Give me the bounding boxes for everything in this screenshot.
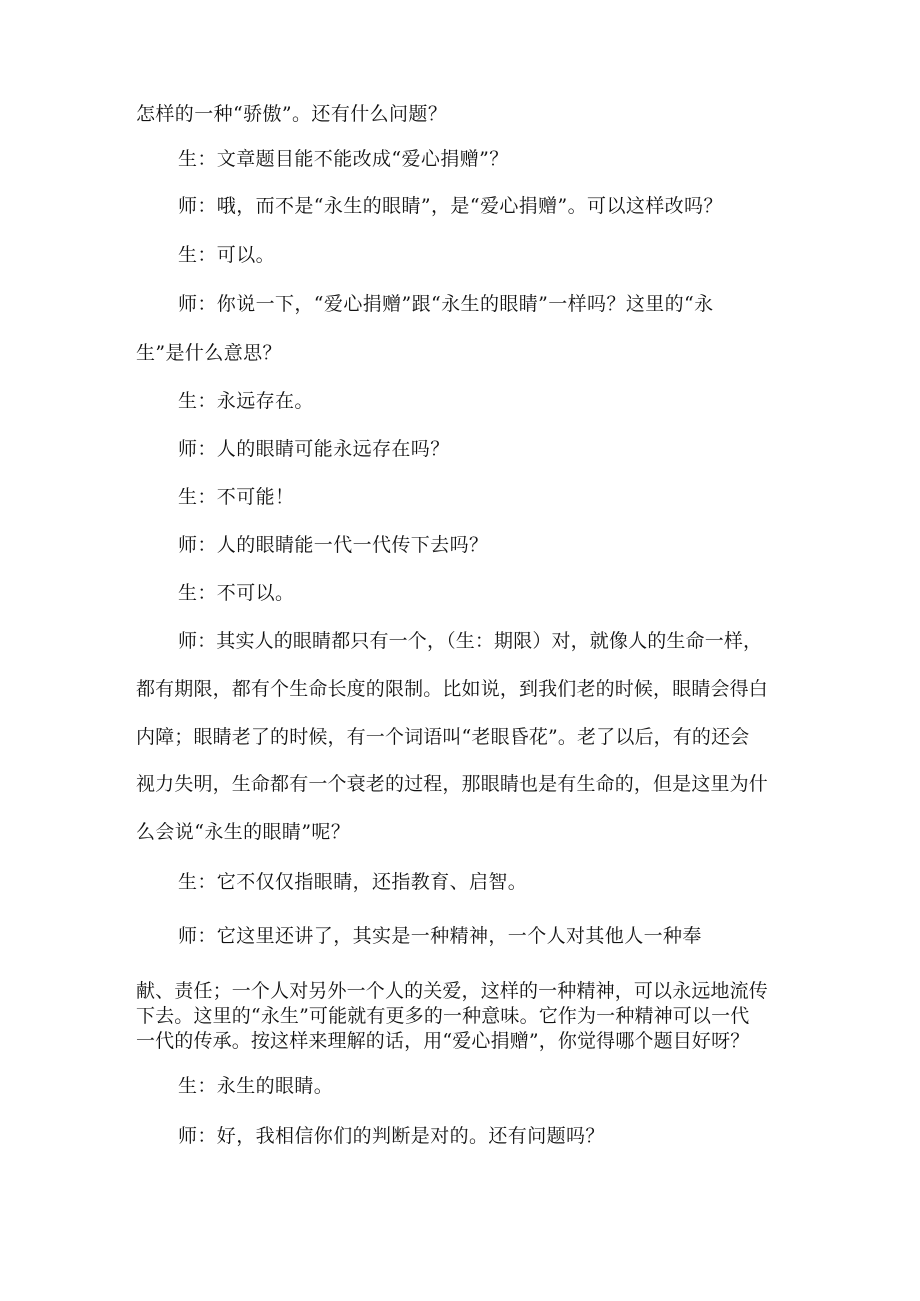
text-line: 生：文章题目能不能改成“爱心捐赠”？ bbox=[178, 148, 509, 170]
text-line: 内障；眼睛老了的时候，有一个词语叫“老眼昏花”。老了以后，有的还会 bbox=[136, 726, 750, 748]
text-line: 生：不可能！ bbox=[178, 486, 295, 508]
text-line: 师：好，我相信你们的判断是对的。还有问题吗？ bbox=[178, 1125, 605, 1147]
text-line: 师：人的眼睛可能永远存在吗？ bbox=[178, 438, 450, 460]
text-line: 师：你说一下，“爱心捐赠”跟“永生的眼睛”一样吗？这里的“永 bbox=[178, 293, 714, 315]
text-line: 师：它这里还讲了，其实是一种精神，一个人对其他人一种奉 bbox=[178, 925, 702, 947]
text-line: 么会说“永生的眼睛”呢？ bbox=[136, 821, 351, 843]
text-line: 师：人的眼睛能一代一代传下去吗？ bbox=[178, 534, 489, 556]
text-line: 献、责任；一个人对另外一个人的关爱，这样的一种精神，可以永远地流传 bbox=[136, 980, 768, 1002]
text-line: 师：其实人的眼睛都只有一个，（生：期限）对，就像人的生命一样， bbox=[178, 630, 763, 652]
text-line: 师：哦，而不是“永生的眼睛”，是“爱心捐赠”。可以这样改吗？ bbox=[178, 195, 723, 217]
text-line: 生”是什么意思？ bbox=[136, 342, 282, 364]
text-line: 生：永生的眼睛。 bbox=[178, 1075, 334, 1097]
text-line: 视力失明，生命都有一个衰老的过程，那眼睛也是有生命的，但是这里为什 bbox=[136, 773, 768, 795]
text-line: 下去。这里的“永生”可能就有更多的一种意味。它作为一种精神可以一代 bbox=[136, 1005, 750, 1027]
text-line: 怎样的一种“骄傲”。还有什么问题？ bbox=[136, 103, 448, 125]
text-line: 生：可以。 bbox=[178, 244, 276, 266]
text-line: 一代的传承。按这样来理解的话，用“爱心捐赠”，你觉得哪个题目好呀？ bbox=[136, 1030, 750, 1052]
text-line: 生：它不仅仅指眼睛，还指教育、启智。 bbox=[178, 871, 528, 893]
text-line: 生：永远存在。 bbox=[178, 390, 314, 412]
text-line: 都有期限，都有个生命长度的限制。比如说，到我们老的时候，眼睛会得白 bbox=[136, 678, 768, 700]
text-line: 生：不可以。 bbox=[178, 582, 295, 604]
